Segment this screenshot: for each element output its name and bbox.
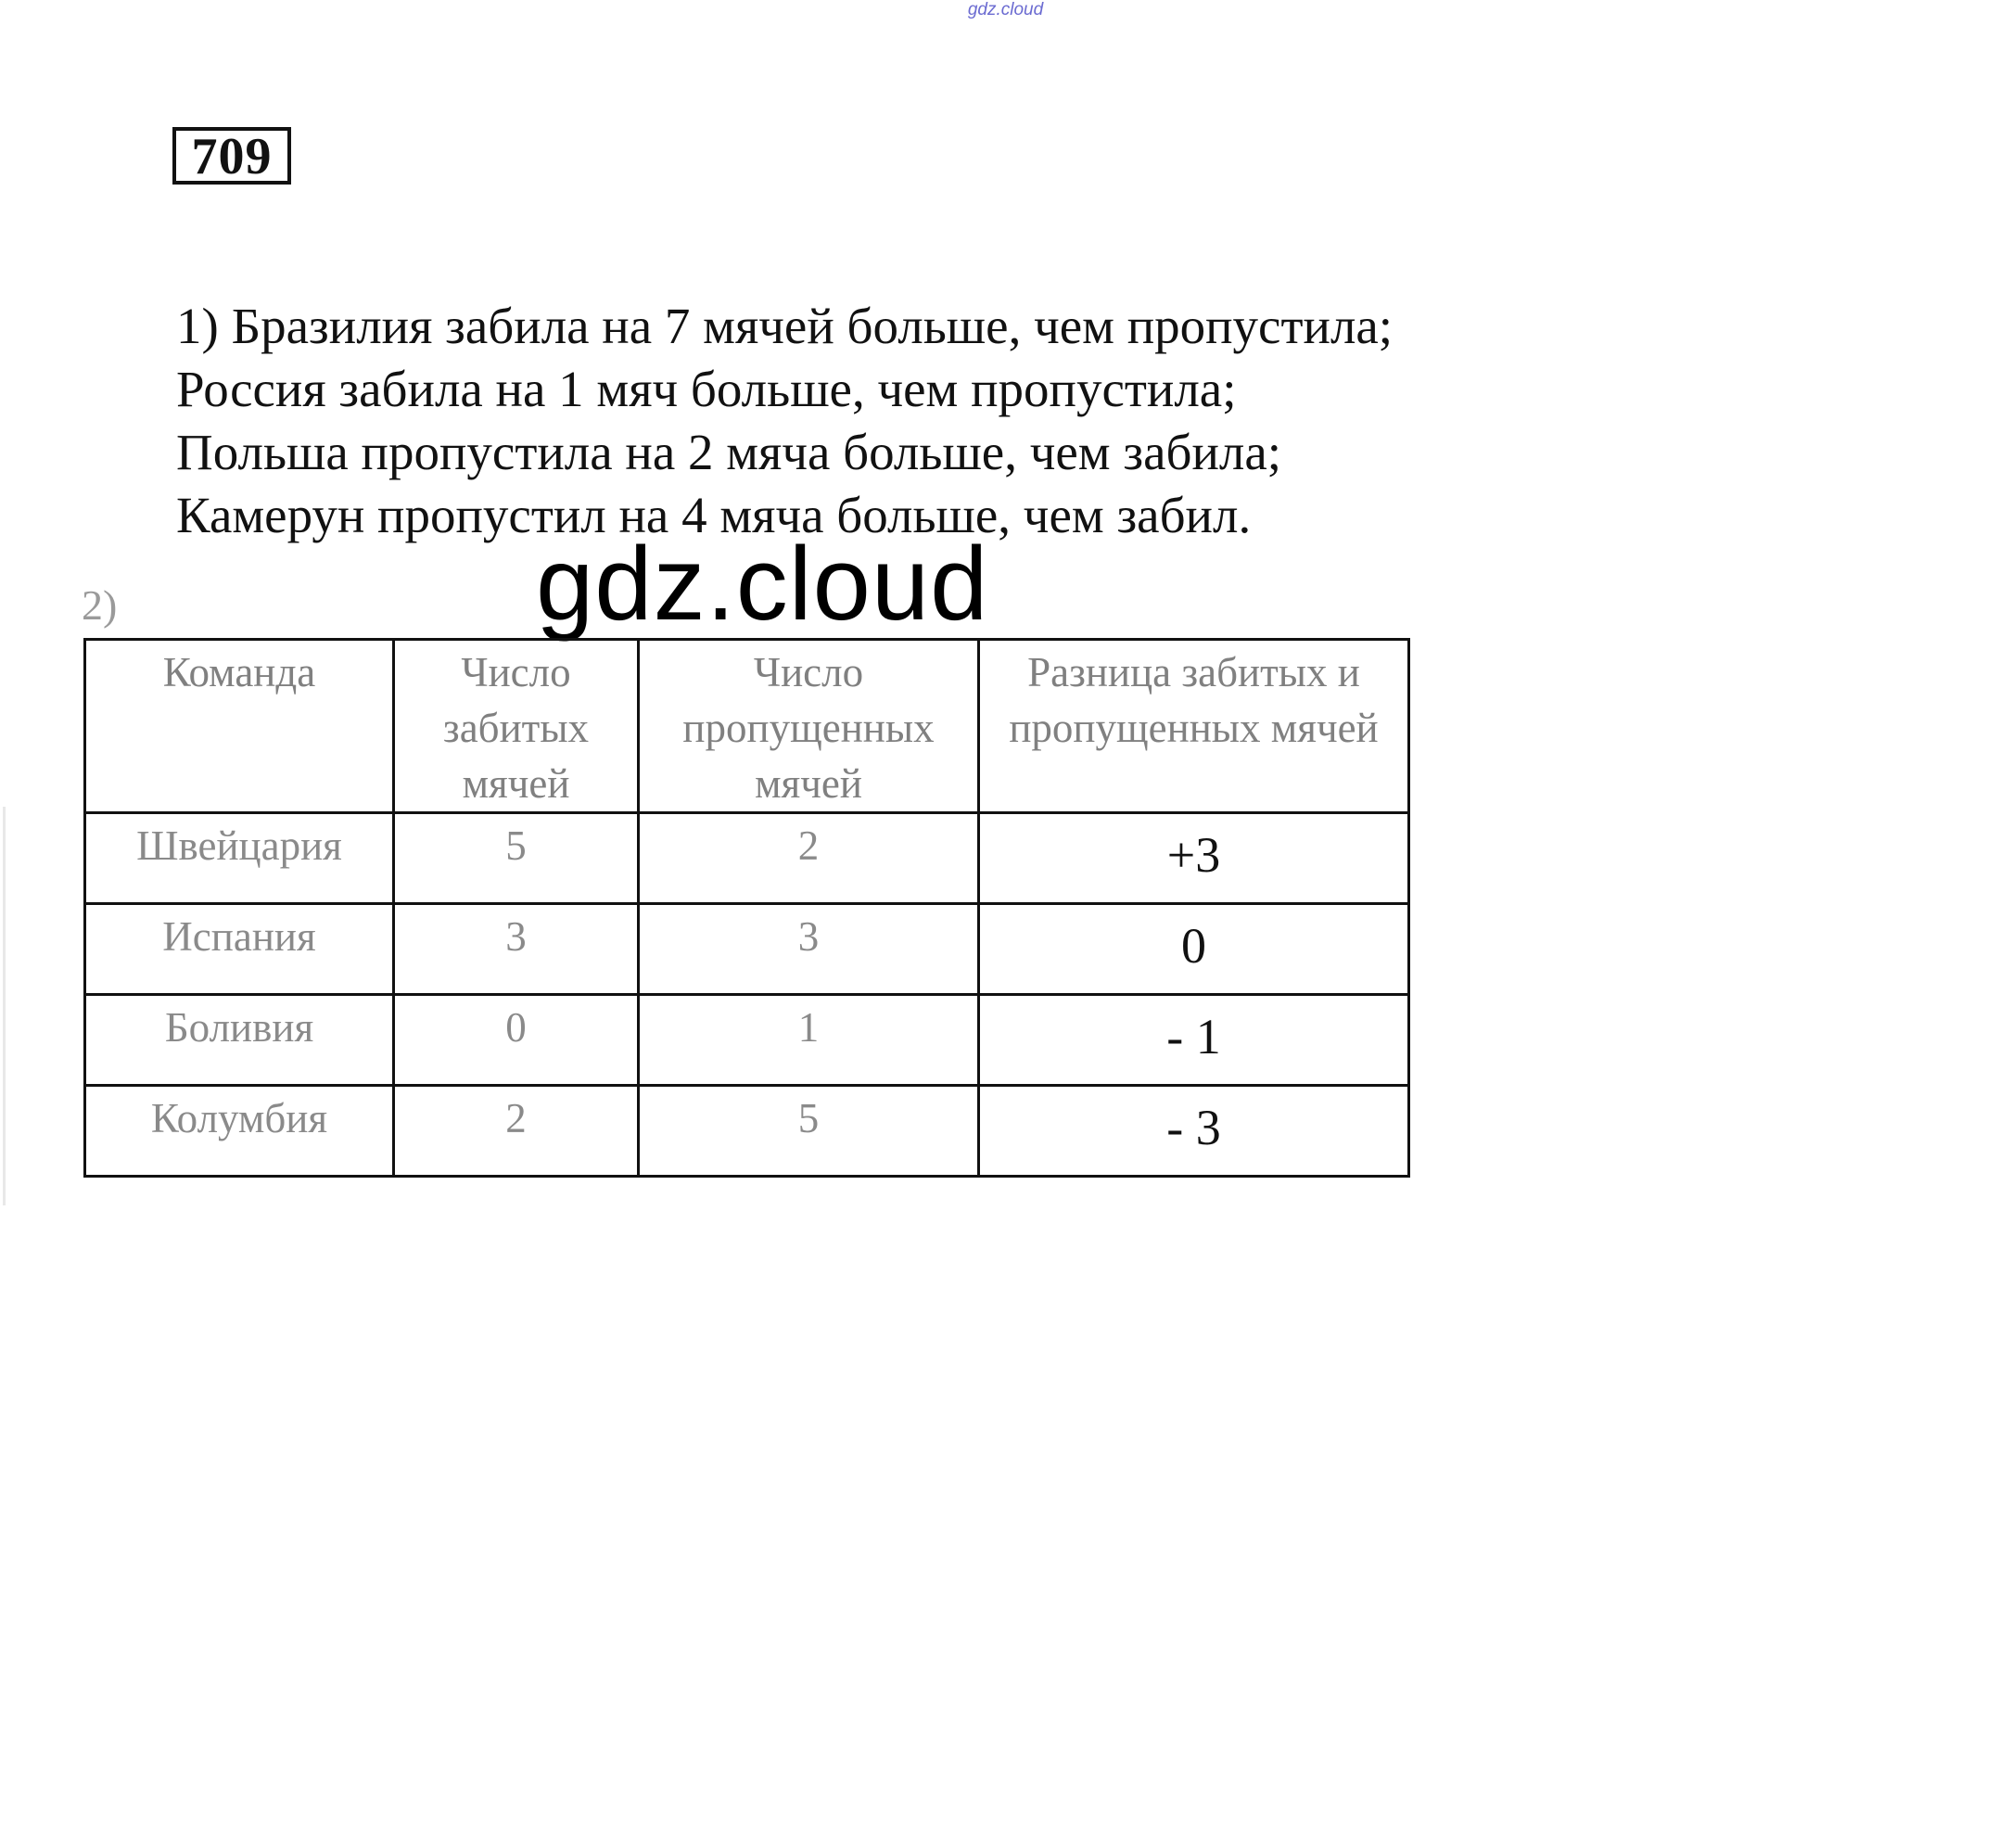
team-cell: Боливия xyxy=(85,995,394,1086)
conceded-cell: 5 xyxy=(639,1086,979,1177)
answer-line: Польша пропустила на 2 мяча больше, чем забила; xyxy=(176,424,1282,480)
part1-answer xyxy=(176,295,1393,547)
scored-cell: 2 xyxy=(394,1086,639,1177)
header-scored: Число забитых мячей xyxy=(394,640,639,813)
team-cell: Колумбия xyxy=(85,1086,394,1177)
conceded-cell: 2 xyxy=(639,813,979,904)
header-team: Команда xyxy=(85,640,394,813)
results-table xyxy=(83,638,1410,1178)
team-cell: Швейцария xyxy=(85,813,394,904)
answer-line: Россия забила на 1 мяч больше, чем пропустила; xyxy=(176,361,1237,417)
task-number-box: 709 xyxy=(172,127,291,185)
difference-cell: - 3 xyxy=(979,1086,1409,1177)
part2-label: 2) xyxy=(82,581,118,629)
scored-cell: 0 xyxy=(394,995,639,1086)
conceded-cell: 1 xyxy=(639,995,979,1086)
scored-cell: 3 xyxy=(394,904,639,995)
difference-cell: 0 xyxy=(979,904,1409,995)
header-conceded: Число пропущенных мячей xyxy=(639,640,979,813)
difference-cell: - 1 xyxy=(979,995,1409,1086)
difference-cell: +3 xyxy=(979,813,1409,904)
table-row xyxy=(85,1086,1409,1177)
watermark-big: gdz.cloud xyxy=(536,526,989,642)
conceded-cell: 3 xyxy=(639,904,979,995)
team-cell: Испания xyxy=(85,904,394,995)
table-row xyxy=(85,813,1409,904)
scored-cell: 5 xyxy=(394,813,639,904)
watermark-small: gdz.cloud xyxy=(967,0,1044,19)
faded-text-fragment xyxy=(156,601,313,623)
answer-line: Камерун пропустил на 4 мяча больше, чем забил. xyxy=(176,487,1252,543)
header-difference: Разница забитых и пропущенных мячей xyxy=(979,640,1409,813)
table-row xyxy=(85,904,1409,995)
scan-edge-line xyxy=(3,807,6,1205)
answer-line: 1) Бразилия забила на 7 мячей больше, чем пропустила; xyxy=(176,298,1394,354)
table-header-row xyxy=(85,640,1409,813)
table-row xyxy=(85,995,1409,1086)
